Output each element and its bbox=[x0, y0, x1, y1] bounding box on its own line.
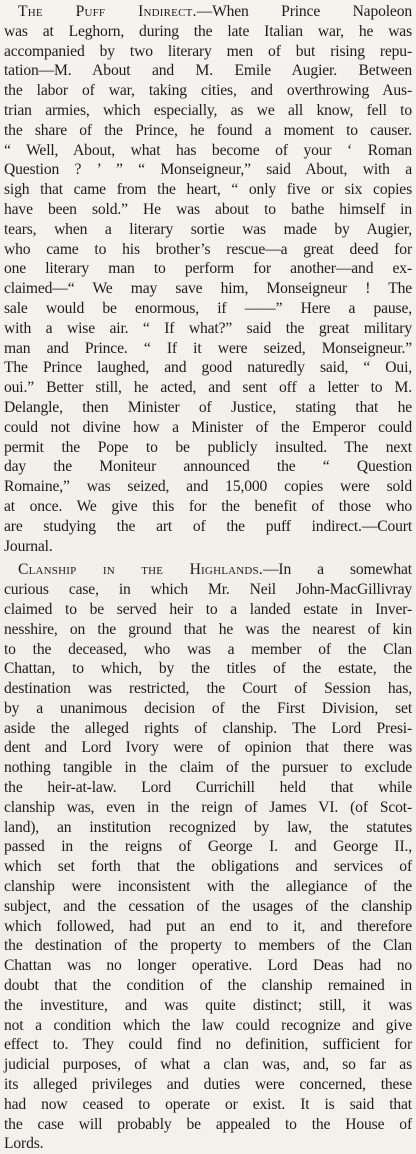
article-line: claimed—“ We may save him, Monseigneur ! The bbox=[4, 280, 412, 298]
article-line: who came to his brother’s rescue—a great deed for bbox=[4, 240, 412, 258]
article-line bbox=[4, 2, 412, 22]
article-heading: Clanship in the Highlands. bbox=[18, 561, 263, 579]
article-line: to the deceased, who was a member of the Clan bbox=[4, 640, 412, 658]
article-line: effect to. They could find no definition, sufficient for bbox=[4, 1036, 412, 1054]
article-line: the heir-at-law. Lord Currichill held that while bbox=[4, 779, 412, 797]
article-line: permit the Pope to be publicly insulted. The next bbox=[4, 438, 412, 456]
article-line: Journal. bbox=[4, 537, 53, 555]
article-line: one literary man to perform for another—and ex- bbox=[4, 260, 412, 278]
article-line: not a condition which the law could recognize and give bbox=[4, 1016, 412, 1034]
article-line: Lords. bbox=[4, 1135, 44, 1153]
article-line: tation—M. About and M. Emile Augier. Between bbox=[4, 62, 412, 80]
article-line: are studying the art of the puff indirect.—Court bbox=[4, 517, 412, 535]
article-line: at once. We give this for the benefit of those who bbox=[4, 497, 412, 515]
article-line: day the Moniteur announced the “ Question bbox=[4, 458, 412, 476]
article-heading: The Puff Indirect. bbox=[18, 3, 197, 20]
article-line: doubt that the condition of the clanship remained in bbox=[4, 977, 412, 995]
article-line: had now ceased to operate or exist. It is said that bbox=[4, 1095, 412, 1113]
article-line: could not divine how a Minister of the Emperor could bbox=[4, 418, 412, 436]
article-line: sale would be enormous, if ——” Here a pause, bbox=[4, 299, 412, 317]
article-line: the investiture, and was quite distinct; still, it was bbox=[4, 996, 412, 1014]
article-line: passed in the reigns of George I. and George II., bbox=[4, 838, 412, 856]
article-line: nothing tangible in the claim of the pursuer to exclude bbox=[4, 759, 412, 777]
article-line: aside the alleged rights of clanship. The Lord Presi- bbox=[4, 719, 412, 737]
article-line: which followed, had put an end to it, and therefore bbox=[4, 917, 412, 935]
article-line: subject, and the cessation of the usages of the clanship bbox=[4, 897, 412, 915]
article-line: its alleged privileges and duties were concerned, these bbox=[4, 1076, 412, 1094]
article-line: Chattan was no longer operative. Lord Deas had no bbox=[4, 957, 412, 975]
article-line: nesshire, on the ground that he was the nearest of kin bbox=[4, 620, 412, 638]
article-line: was at Leghorn, during the late Italian war, he was bbox=[4, 22, 412, 40]
article-line: which set forth that the obligations and services of bbox=[4, 858, 412, 876]
article-line: with a wise air. “ If what?” said the great military bbox=[4, 319, 412, 337]
article-line: accompanied by two literary men of but rising repu- bbox=[4, 42, 412, 60]
article-line: destination was restricted, the Court of Session has, bbox=[4, 680, 412, 698]
article-line: clanship were inconsistent with the allegiance of the bbox=[4, 878, 412, 896]
article-line: Romaine,” was seized, and 15,000 copies were sold bbox=[4, 478, 412, 496]
article-line: the labor of war, taking cities, and overthrowing Aus- bbox=[4, 82, 412, 100]
article-line: the case will probably be appealed to the House of bbox=[4, 1115, 412, 1133]
article-line: clanship was, even in the reign of James VI. (of Scot- bbox=[4, 798, 412, 816]
article-line: land), an institution recognized by law, the statutes bbox=[4, 818, 412, 836]
article-line: the destination of the property to members of the Clan bbox=[4, 937, 412, 955]
article-line: trian armies, which especially, as we all know, fell to bbox=[4, 101, 412, 119]
article-line: by a unanimous decision of the First Division, set bbox=[4, 699, 412, 717]
article-line: have been sold.” He was about to bathe himself in bbox=[4, 200, 412, 218]
article-line: “ Well, About, what has become of your ‘ Roman bbox=[4, 141, 412, 159]
article-clanship bbox=[4, 560, 412, 1154]
article-line: sigh that came from the heart, “ only five or six copies bbox=[4, 181, 412, 199]
article-puff-indirect bbox=[4, 2, 412, 556]
article-line: dent and Lord Ivory were of opinion that there was bbox=[4, 739, 412, 757]
article-line: The Prince laughed, and good naturedly said, “ Oui, bbox=[4, 359, 412, 377]
article-line-text: —In a somewhat bbox=[262, 561, 412, 579]
article-line: the share of the Prince, he found a moment to causer. bbox=[4, 121, 412, 139]
article-line: Chattan, to which, by the titles of the estate, the bbox=[4, 660, 412, 678]
article-line: oui.” Better still, he acted, and sent off a letter to M. bbox=[4, 379, 412, 397]
article-line: tears, when a literary sortie was made by Augier, bbox=[4, 220, 412, 238]
article-line: claimed to be served heir to a landed estate in Inver- bbox=[4, 600, 412, 618]
article-line bbox=[4, 560, 412, 580]
article-line: Delangle, then Minister of Justice, stating that he bbox=[4, 398, 412, 416]
article-line: Question ? ’ ” “ Monseigneur,” said About, with a bbox=[4, 161, 412, 179]
article-line-text: —When Prince Napoleon bbox=[196, 3, 412, 20]
article-line: curious case, in which Mr. Neil John-MacGillivray bbox=[4, 581, 412, 599]
article-line: judicial purposes, of what a clan was, and, so far as bbox=[4, 1056, 412, 1074]
article-line: man and Prince. “ If it were seized, Monseigneur.” bbox=[4, 339, 412, 357]
